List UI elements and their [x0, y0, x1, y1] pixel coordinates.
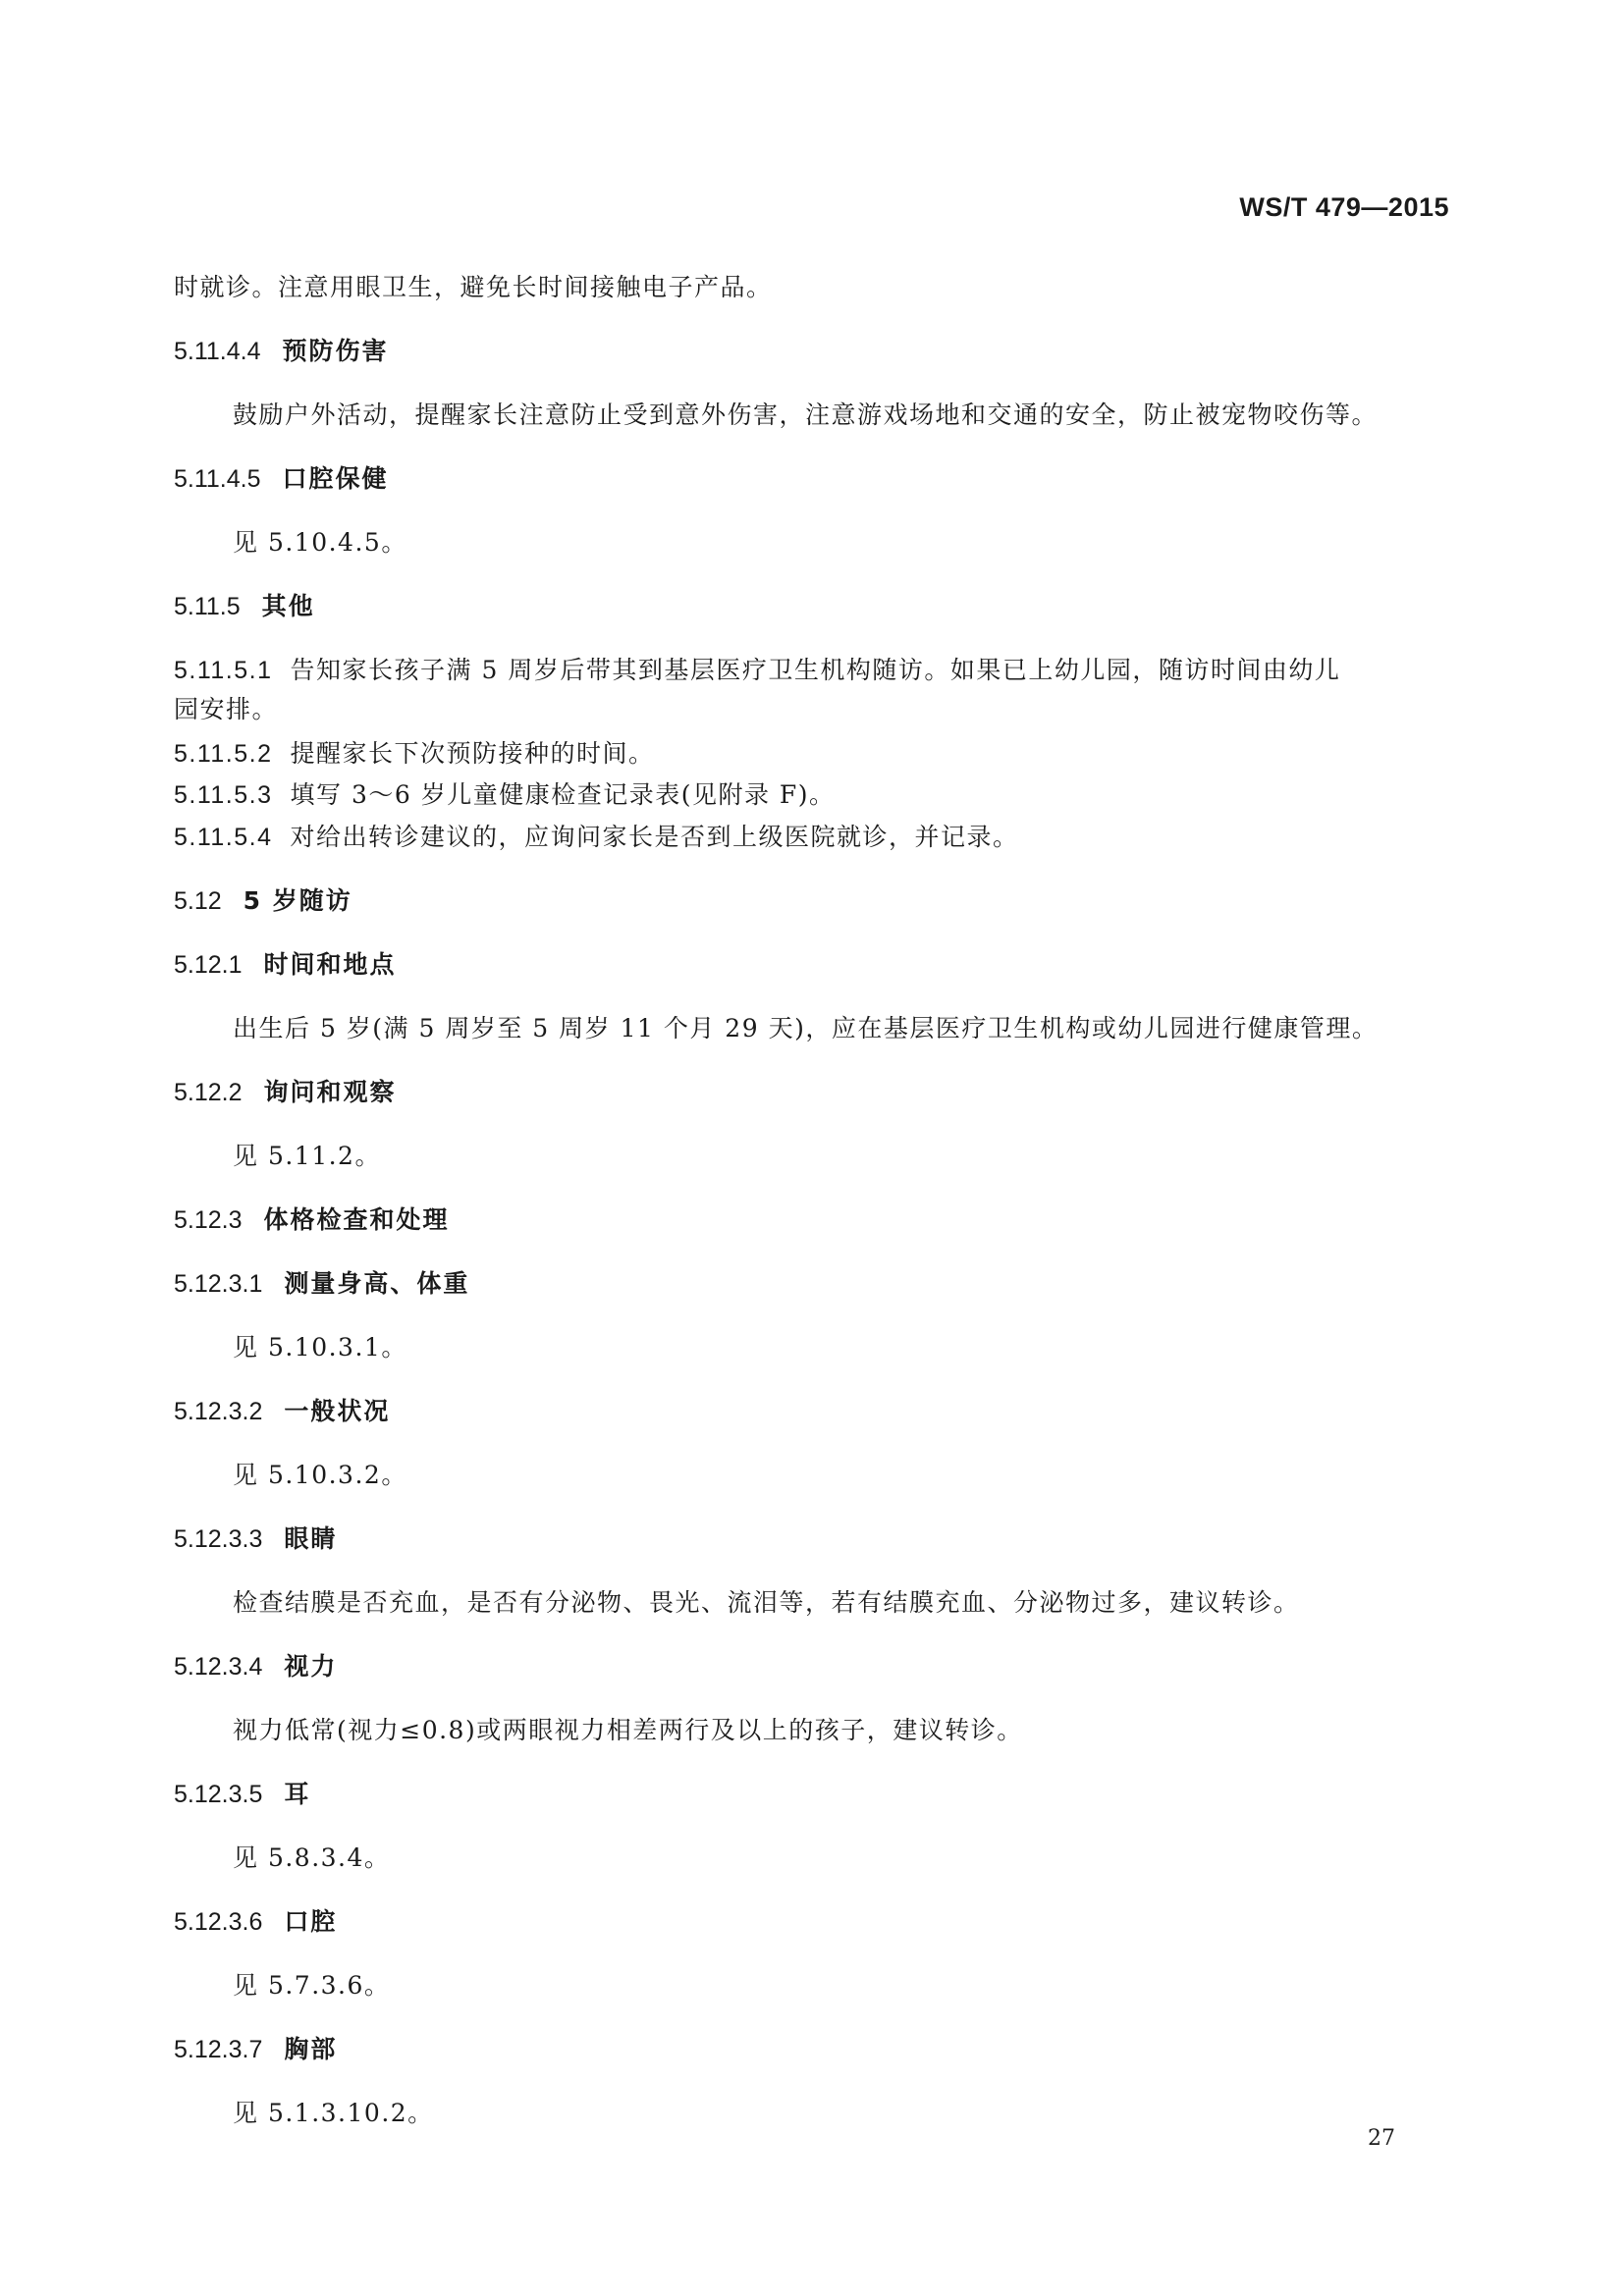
section-title: 体格检查和处理: [263, 1205, 450, 1234]
section-number: 5.11.5: [174, 593, 241, 620]
section-title: 其他: [261, 592, 315, 620]
item-number: 5.11.5.4: [174, 824, 273, 851]
section-number: 5.12.3.1: [174, 1270, 263, 1298]
paragraph: 检查结膜是否充血，是否有分泌物、畏光、流泪等，若有结膜充血、分泌物过多，建议转诊。: [233, 1588, 1300, 1617]
section-title: 时间和地点: [263, 950, 397, 979]
paragraph: 见 5.10.4.5。: [233, 528, 407, 557]
section-title: 胸部: [284, 2035, 338, 2063]
section-title: 5 岁随访: [243, 886, 352, 915]
item-number: 5.11.5.2: [174, 740, 273, 768]
section-number: 5.11.4.5: [174, 465, 261, 493]
section-title: 口腔保健: [282, 464, 389, 493]
item-text: 告知家长孩子满 5 周岁后带其到基层医疗卫生机构随访。如果已上幼儿园，随访时间由幼儿: [290, 656, 1341, 684]
section-title: 耳: [284, 1780, 311, 1808]
section-heading-5-12-3-1: [174, 1264, 1449, 1304]
paragraph: 见 5.8.3.4。: [233, 1843, 391, 1872]
paragraph: 见 5.1.3.10.2。: [233, 2099, 434, 2127]
section-title: 测量身高、体重: [284, 1269, 470, 1298]
section-number: 5.12: [174, 887, 222, 915]
paragraph: 见 5.10.3.1。: [233, 1333, 407, 1362]
list-item-5-11-5-2: [174, 734, 1449, 774]
list-item-5-11-5-4: [174, 818, 1449, 857]
section-title: 询问和观察: [263, 1078, 397, 1106]
section-title: 一般状况: [284, 1397, 391, 1425]
section-number: 5.12.3.7: [174, 2036, 263, 2063]
section-heading-5-12-3-5: [174, 1775, 1449, 1814]
item-text: 对给出转诊建议的，应询问家长是否到上级医院就诊，并记录。: [290, 823, 1019, 851]
section-number: 5.12.3.4: [174, 1653, 263, 1681]
item-text: 提醒家长下次预防接种的时间。: [290, 739, 655, 768]
section-heading-5-12-3-2: [174, 1392, 1449, 1431]
section-heading-5-12-3-3: [174, 1520, 1449, 1559]
section-heading-5-12-3-7: [174, 2030, 1449, 2069]
standard-code: WS/T 479—2015: [1239, 192, 1449, 222]
section-number: 5.12.1: [174, 951, 243, 979]
section-heading-5-11-4-4: [174, 332, 1449, 371]
section-number: 5.12.3.2: [174, 1398, 263, 1425]
paragraph: 见 5.7.3.6。: [233, 1971, 391, 2000]
section-title: 口腔: [284, 1907, 338, 1936]
section-heading-5-12-2: [174, 1073, 1449, 1112]
section-number: 5.12.3: [174, 1206, 243, 1234]
section-heading-5-12: [174, 881, 1449, 921]
section-number: 5.12.3.6: [174, 1908, 263, 1936]
section-number: 5.12.2: [174, 1079, 243, 1106]
paragraph: 见 5.10.3.2。: [233, 1461, 407, 1489]
paragraph: 鼓励户外活动，提醒家长注意防止受到意外伤害，注意游戏场地和交通的安全，防止被宠物咬伤等。: [233, 400, 1379, 429]
section-number: 5.12.3.3: [174, 1525, 263, 1553]
section-number: 5.11.4.4: [174, 338, 261, 365]
paragraph: 出生后 5 岁(满 5 周岁至 5 周岁 11 个月 29 天)，应在基层医疗卫生机构或幼儿园进行健康管理。: [233, 1014, 1379, 1042]
paragraph: 时就诊。注意用眼卫生，避免长时间接触电子产品。: [174, 273, 773, 301]
section-heading-5-11-5: [174, 587, 1449, 626]
item-number: 5.11.5.3: [174, 781, 273, 809]
item-text: 填写 3～6 岁儿童健康检查记录表(见附录 F)。: [290, 780, 836, 809]
paragraph: 视力低常(视力≤0.8)或两眼视力相差两行及以上的孩子，建议转诊。: [233, 1716, 1023, 1744]
section-title: 眼睛: [284, 1524, 338, 1553]
section-number: 5.12.3.5: [174, 1781, 263, 1808]
section-heading-5-12-1: [174, 945, 1449, 985]
section-heading-5-12-3: [174, 1201, 1449, 1240]
section-title: 视力: [284, 1652, 338, 1681]
section-title: 预防伤害: [282, 337, 389, 365]
section-heading-5-11-4-5: [174, 459, 1449, 499]
list-item-5-11-5-3: [174, 775, 1449, 815]
list-item-5-11-5-1: [174, 651, 1449, 690]
page-number: 27: [1368, 2126, 1395, 2151]
list-item-continuation: 园安排。: [174, 695, 279, 723]
section-heading-5-12-3-4: [174, 1647, 1449, 1686]
paragraph: 见 5.11.2。: [233, 1142, 381, 1170]
section-heading-5-12-3-6: [174, 1902, 1449, 1942]
item-number: 5.11.5.1: [174, 657, 273, 684]
